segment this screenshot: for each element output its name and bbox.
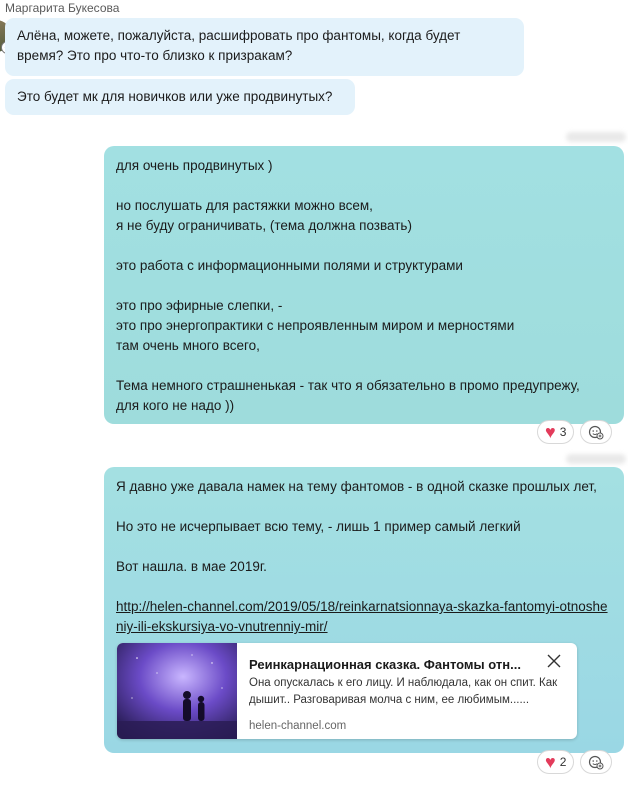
message-paragraph: Но это не исчерпывает всю тему, - лишь 1 пример самый легкий bbox=[116, 519, 521, 534]
message-paragraph: но послушать для растяжки можно всем, я не буду ограничивать, (тема должна позвать) bbox=[116, 198, 412, 233]
reactions-bar bbox=[537, 750, 612, 774]
message-line: Это будет мк для новичков или уже продвинутых? bbox=[17, 89, 333, 104]
add-reaction-button[interactable] bbox=[580, 750, 612, 774]
preview-description: Она опускалась к его лицу. И наблюдала, как он спит. Как дышит.. Разговаривая молча с ним, ее любимым...... bbox=[249, 677, 558, 706]
message-link[interactable]: http://helen-channel.com/2019/05/18/reinkarnatsionnaya-skazka-fantomyi-otnosheniy-ili-ekskursiya-vo-vnutrenniy-mir/ bbox=[116, 599, 608, 634]
link-preview-card[interactable] bbox=[117, 643, 577, 739]
close-icon[interactable] bbox=[545, 652, 563, 670]
reaction-pill[interactable] bbox=[537, 750, 574, 774]
outgoing-message[interactable] bbox=[104, 467, 624, 753]
message-paragraph: для очень продвинутых ) bbox=[116, 158, 273, 173]
message-paragraph: Тема немного страшненькая - так что я обязательно в промо предупрежу, для кого не надо )) bbox=[116, 378, 580, 413]
add-reaction-icon bbox=[588, 424, 604, 440]
timestamp-blurred bbox=[566, 132, 626, 142]
message-paragraph: Я давно уже давала намек на тему фантомов - в одной сказке прошлых лет, bbox=[116, 479, 597, 494]
message-line: время? Это про что-то близко к призракам? bbox=[17, 48, 293, 63]
reactions-bar bbox=[537, 420, 612, 444]
incoming-message[interactable] bbox=[5, 79, 355, 115]
preview-title: Реинкарнационная сказка. Фантомы отн... bbox=[249, 657, 521, 672]
reaction-pill[interactable] bbox=[537, 420, 574, 444]
message-paragraph: Вот нашла. в мае 2019г. bbox=[116, 559, 267, 574]
incoming-message[interactable] bbox=[5, 18, 524, 76]
reaction-count: 3 bbox=[559, 425, 567, 439]
sender-name: Маргарита Букесова bbox=[5, 1, 120, 15]
reaction-count: 2 bbox=[559, 755, 567, 769]
preview-domain: helen-channel.com bbox=[249, 720, 347, 732]
heart-icon: ♥ bbox=[545, 752, 556, 772]
message-paragraph: это про эфирные слепки, - это про энергопрактики с непроявленным миром и мерностями там очень много всего, bbox=[116, 298, 515, 353]
heart-icon: ♥ bbox=[545, 422, 556, 442]
add-reaction-button[interactable] bbox=[580, 420, 612, 444]
message-paragraph: это работа с информационными полями и структурами bbox=[116, 258, 463, 273]
message-line: Алёна, можете, пожалуйста, расшифровать про фантомы, когда будет bbox=[17, 28, 461, 43]
add-reaction-icon bbox=[588, 754, 604, 770]
outgoing-message[interactable] bbox=[104, 146, 624, 424]
timestamp-blurred bbox=[566, 454, 626, 464]
preview-thumbnail bbox=[117, 643, 237, 739]
